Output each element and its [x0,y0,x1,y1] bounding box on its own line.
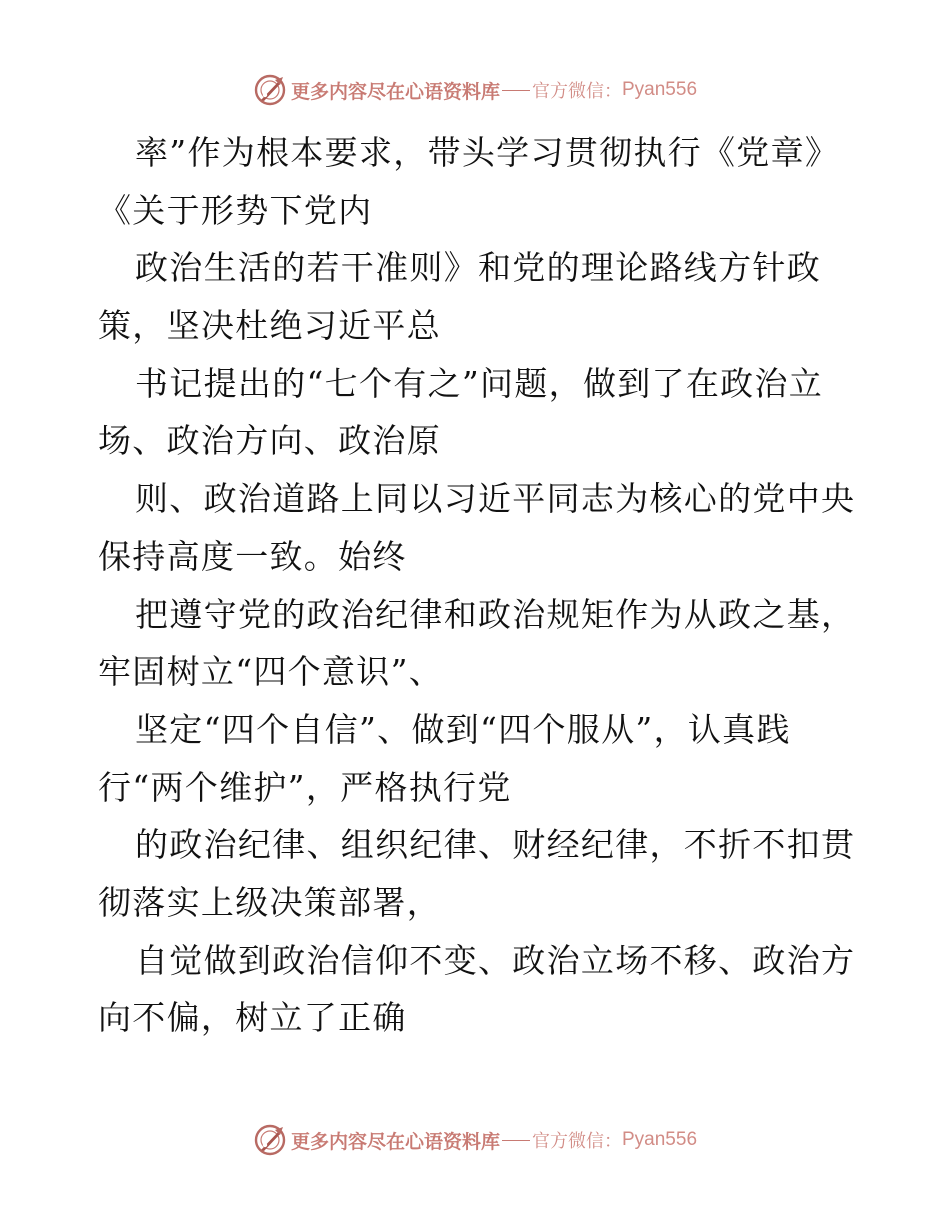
banner-dash [502,90,530,91]
text-line: 牢固树立“四个意识”、 [98,652,444,692]
text-line: 政治生活的若干准则》和党的理论路线方针政 [135,248,821,288]
banner-dash [502,1140,530,1141]
text-line: 保持高度一致。始终 [98,536,407,576]
text-line: 率”作为根本要求，带头学习贯彻执行《党章》 [135,133,840,172]
banner-main-text: 更多内容尽在心语资料库 [290,80,500,103]
banner-wechat-id: Pyan556 [622,1129,698,1150]
text-line: 彻落实上级决策部署， [98,882,441,922]
text-line: 则、政治道路上同以习近平同志为核心的党中央 [135,479,856,519]
banner-main-text: 更多内容尽在心语资料库 [290,1130,500,1153]
document-body [98,124,858,1047]
quill-logo-icon [253,1123,287,1157]
text-line: 《关于形势下党内 [98,190,373,230]
text-line: 自觉做到政治信仰不变、政治立场不移、政治方 [135,940,856,980]
text-line: 场、政治方向、政治原 [98,421,441,461]
text-line: 向不偏，树立了正确 [98,998,407,1038]
text-line: 行“两个维护”，严格执行党 [98,767,512,807]
text-line: 把遵守党的政治纪律和政治规矩作为从政之基， [135,594,856,634]
text-line: 策，坚决杜绝习近平总 [98,306,441,346]
text-line: 坚定“四个自信”、做到“四个服从”，认真践 [135,709,791,749]
banner-wechat-id: Pyan556 [622,79,698,100]
text-line: 的政治纪律、组织纪律、财经纪律，不折不扣贯 [135,825,856,865]
footer-banner [0,1120,950,1160]
quill-logo-icon [253,73,287,107]
banner-wechat-label: 官方微信： [532,81,622,102]
text-line: 书记提出的“七个有之”问题，做到了在政治立 [135,363,824,403]
banner-wechat-label: 官方微信： [532,1131,622,1152]
header-banner [0,70,950,110]
